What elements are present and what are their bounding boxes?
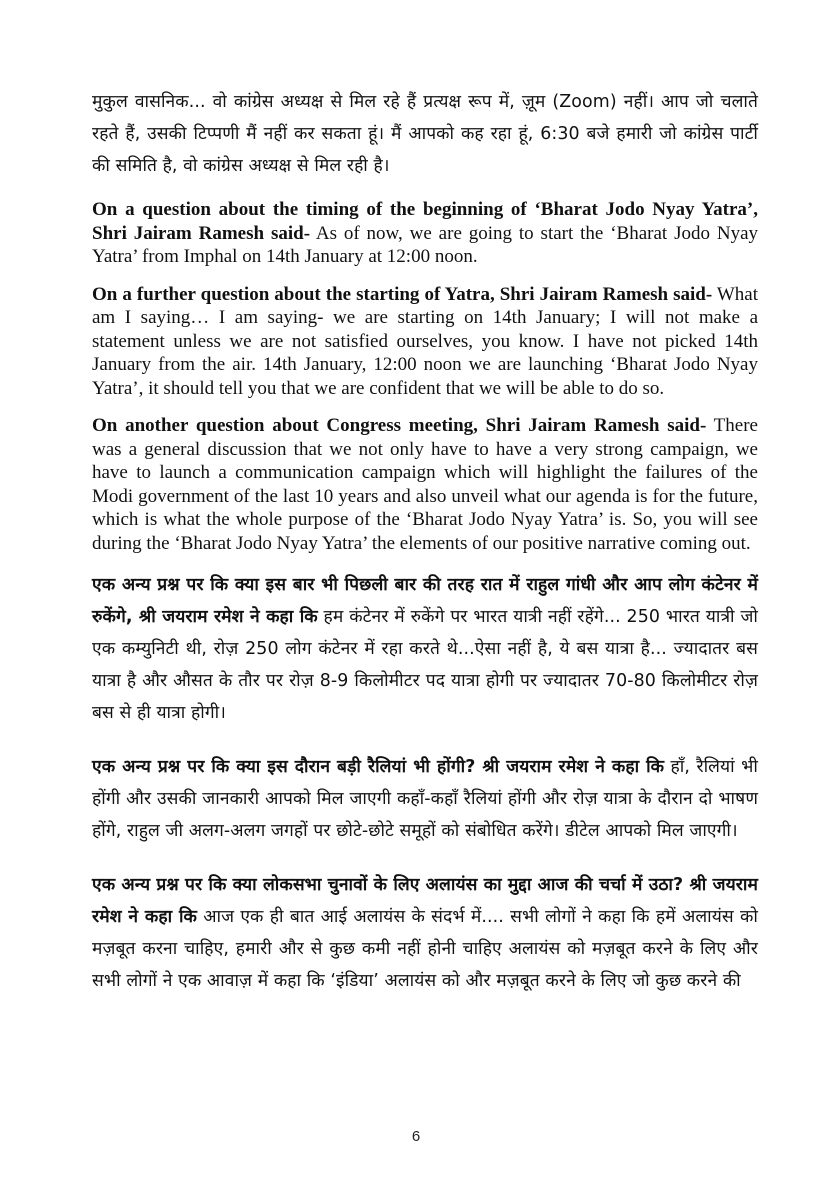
question-lead: On a further question about the starting of Yatra, Shri Jairam Ramesh said- [92,283,713,305]
answer-text: What am I saying… I am saying- we are starting on 14th January; I will not make a statement unless we are not satisfied ourselves, you know. I have not picked 14th January from the air. 14th January, 12:00 noon we are launching ‘Bharat Jodo Nyay Yatra’, it should tell you that we are confident that we will be able to do so. [92,283,758,399]
paragraph-rallies [92,751,758,847]
paragraph-alliance [92,869,758,997]
paragraph-text: मुकुल वासनिक... वो कांग्रेस अध्यक्ष से मिल रहे हैं प्रत्यक्ष रूप में, ज़ूम (Zoom) नहीं। आप जो चलाते रहते हैं, उसकी टिप्पणी मैं नहीं कर सकता हूं। मैं आपको कह रहा हूं, 6:30 बजे हमारी जो कांग्रेस पार्टी की समिति है, वो कांग्रेस अध्यक्ष से मिल रही है। [92,92,758,176]
paragraph-hindi-intro [92,86,758,182]
question-lead: एक अन्य प्रश्न पर कि क्या लोकसभा चुनावों के लिए अलायंस का मुद्दा आज की चर्चा में उठा? श्री जयराम रमेश ने कहा कि [92,875,758,927]
question-lead: एक अन्य प्रश्न पर कि क्या इस बार भी पिछली बार की तरह रात में राहुल गांधी और आप लोग कंटेनर में रुकेंगे, श्री जयराम रमेश ने कहा कि [92,575,758,627]
answer-text: हम कंटेनर में रुकेंगे पर भारत यात्री नहीं रहेंगे... 250 भारत यात्री जो एक कम्युनिटी थी, रोज़ 250 लोग कंटेनर में रहा करते थे...ऐसा नहीं है, ये बस यात्रा है... ज्यादातर बस यात्रा है और औसत के तौर पर रोज़ 8-9 किलोमीटर पद यात्रा होगी पर ज्यादातर 70-80 किलोमीटर रोज़ बस से ही यात्रा होगी। [92,607,758,723]
question-lead: On a question about the timing of the beginning of ‘Bharat Jodo Nyay Yatra’, Shri Jairam Ramesh said- [92,199,758,244]
page-number: 6 [411,1128,421,1145]
paragraph-container-stay [92,569,758,729]
paragraph-yatra-timing [92,198,758,269]
paragraph-congress-meeting [92,414,758,555]
question-lead: On another question about Congress meeting, Shri Jairam Ramesh said- [92,415,707,436]
answer-text: There was a general discussion that we not only have to have a very strong campaign, we have to launch a communication campaign which will highlight the failures of the Modi government of the last 10 years and also unveil what our agenda is for the future, which is what the whole purpose of the ‘Bharat Jodo Nyay Yatra’ is. So, you will see during the ‘Bharat Jodo Nyay Yatra’ the elements of our positive narrative coming out. [92,415,758,554]
question-lead: एक अन्य प्रश्न पर कि क्या इस दौरान बड़ी रैलियां भी होंगी? श्री जयराम रमेश ने कहा कि [92,757,665,777]
paragraph-yatra-start [92,283,758,401]
answer-text: हाँ, रैलियां भी होंगी और उसकी जानकारी आपको मिल जाएगी कहाँ-कहाँ रैलियां होंगी और रोज़ यात्रा के दौरान दो भाषण होंगे, राहुल जी अलग-अलग जगहों पर छोटे-छोटे समूहों को संबोधित करेंगे। डीटेल आपको मिल जाएगी। [92,757,759,841]
answer-text: As of now, we are going to start the ‘Bharat Jodo Nyay Yatra’ from Imphal on 14th January at 12:00 noon. [92,222,758,267]
answer-text: आज एक ही बात आई अलायंस के संदर्भ में.... सभी लोगों ने कहा कि हमें अलायंस को मज़बूत करना चाहिए, हमारी और से कुछ कमी नहीं होनी चाहिए अलायंस को मज़बूत करने के लिए और सभी लोगों ने एक आवाज़ में कहा कि ‘इंडिया’ अलायंस को और मज़बूत करने के लिए जो कुछ करने की [92,907,758,991]
